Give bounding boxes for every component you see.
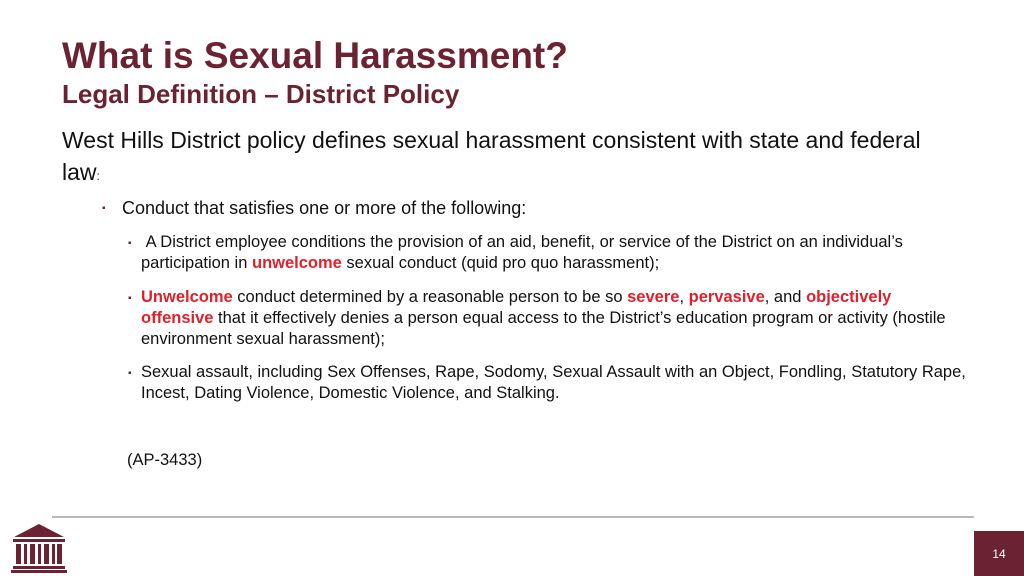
- footer-divider: [52, 516, 974, 518]
- sub-bullet-sexual-assault: [128, 362, 968, 404]
- policy-reference: (AP-3433): [127, 451, 203, 469]
- sub-bullet-hostile-environment: [128, 287, 968, 350]
- sub2-text-a: conduct determined by a reasonable person to be so: [232, 288, 628, 306]
- sub-bullet-quid-pro-quo: [128, 232, 968, 274]
- sub1-text-a: A District employee conditions the provision of an aid, benefit, or service of the District on an individual’s participation in: [141, 233, 903, 272]
- sub2-highlight-objectively-offensive: objectively offensive: [141, 288, 892, 327]
- square-bullet-icon: ▪: [128, 368, 132, 379]
- sub-bullet-text: [141, 287, 968, 350]
- building-columns-logo-icon: [10, 522, 68, 574]
- sub2-highlight-pervasive: pervasive: [688, 288, 765, 306]
- sub2-text-b: that it effectively denies a person equal access to the District’s education program or activity (hostile environment sexual harassment);: [141, 309, 946, 348]
- sub2-highlight-unwelcome: Unwelcome: [141, 288, 233, 306]
- slide-title: What is Sexual Harassment?: [62, 35, 568, 76]
- page-number: 14: [992, 546, 1006, 561]
- sub2-highlight-severe: severe: [627, 288, 680, 306]
- intro-colon: :: [96, 169, 100, 183]
- main-bullet: [102, 196, 526, 220]
- sub2-sep2: , and: [764, 288, 807, 306]
- intro-text: West Hills District policy defines sexual harassment consistent with state and federal law: [62, 127, 921, 185]
- intro-paragraph: [62, 124, 962, 192]
- square-bullet-icon: ▪: [128, 238, 132, 249]
- slide-subtitle: Legal Definition – District Policy: [62, 79, 460, 109]
- main-bullet-text: Conduct that satisfies one or more of the following:: [122, 198, 527, 218]
- sub1-text-b: sexual conduct (quid pro quo harassment);: [341, 254, 660, 272]
- sub1-highlight-unwelcome: unwelcome: [251, 254, 342, 272]
- square-bullet-icon: ▪: [102, 203, 106, 214]
- sub-bullet-text: Sexual assault, including Sex Offenses, Rape, Sodomy, Sexual Assault with an Object, Fondling, Statutory Rape, Incest, Dating Violence, Domestic Violence, and Stalking.: [141, 363, 966, 402]
- square-bullet-icon: ▪: [128, 293, 132, 304]
- page-number-badge: [974, 531, 1024, 576]
- sub2-sep1: ,: [679, 288, 689, 306]
- sub-bullet-text: [141, 232, 968, 274]
